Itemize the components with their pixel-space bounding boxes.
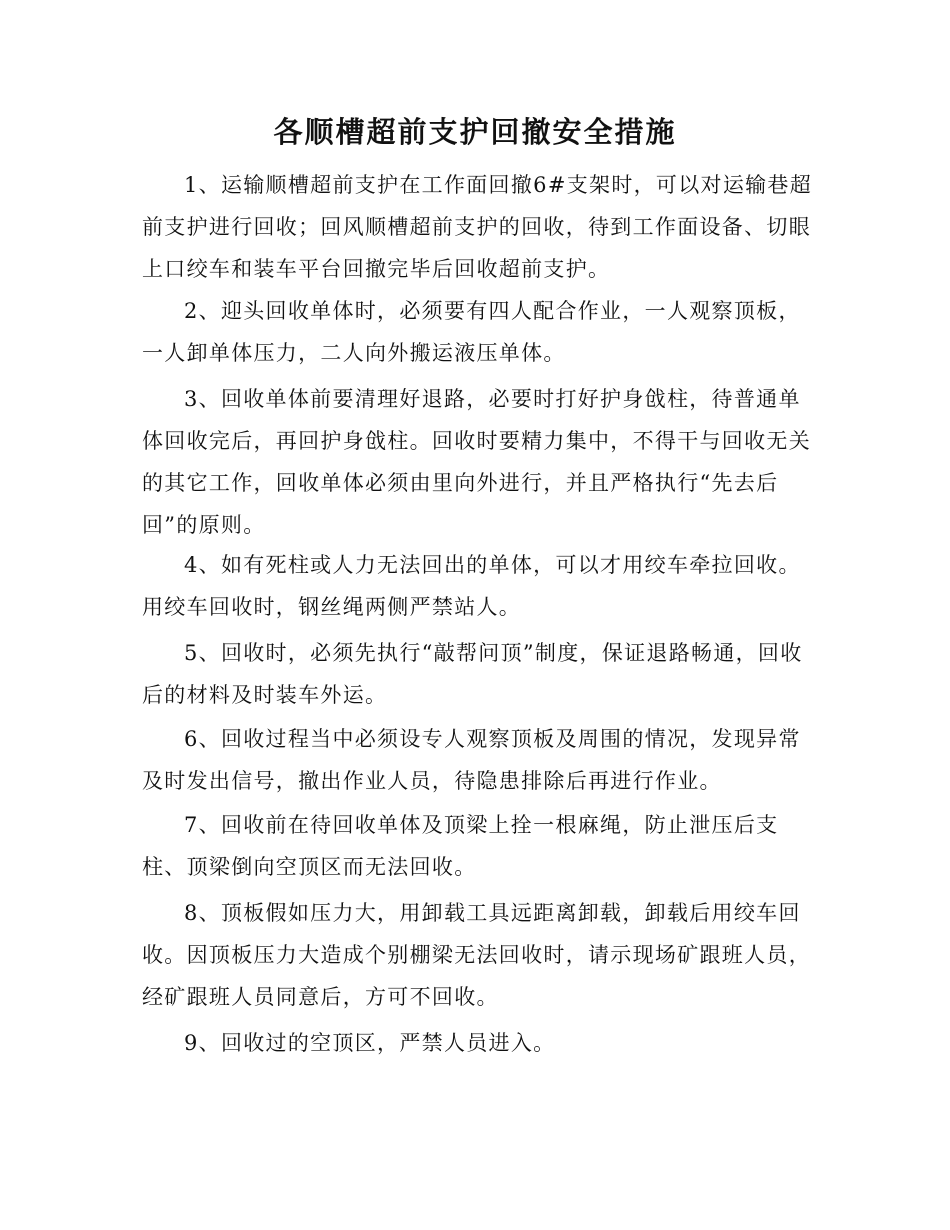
paragraph-1: 1、运输顺槽超前支护在工作面回撤6#支架时，可以对运输巷超前支护进行回收；回风顺槽超前支护的回收，待到工作面设备、切眼上口绞车和装车平台回撤完毕后回收超前支护。 bbox=[142, 173, 813, 281]
document-title: 各顺槽超前支护回撤安全措施 bbox=[273, 115, 677, 149]
paragraph-6: 6、回收过程当中必须设专人观察顶板及周围的情况，发现异常及时发出信号，撤出作业人员，待隐患排除后再进行作业。 bbox=[142, 727, 801, 793]
paragraph-8: 8、顶板假如压力大，用卸载工具远距离卸载，卸载后用绞车回收。因顶板压力大造成个别棚梁无法回收时，请示现场矿跟班人员，经矿跟班人员同意后，方可不回收。 bbox=[142, 901, 811, 1009]
paragraph-3: 3、回收单体前要清理好退路，必要时打好护身戗柱，待普通单体回收完后，再回护身戗柱。回收时要精力集中，不得干与回收无关的其它工作，回收单体必须由里向外进行，并且严格执行“先去后回”的原则。 bbox=[142, 387, 811, 537]
paragraph-7: 7、回收前在待回收单体及顶梁上拴一根麻绳，防止泄压后支柱、顶梁倒向空顶区而无法回收。 bbox=[142, 813, 779, 879]
paragraph-5: 5、回收时，必须先执行“敲帮问顶”制度，保证退路畅通，回收后的材料及时装车外运。 bbox=[142, 641, 803, 707]
paragraph-9: 9、回收过的空顶区，严禁人员进入。 bbox=[184, 1031, 556, 1055]
paragraph-4: 4、如有死柱或人力无法回出的单体，可以才用绞车牵拉回收。用绞车回收时，钢丝绳两侧严禁站人。 bbox=[142, 553, 801, 619]
paragraph-2: 2、迎头回收单体时，必须要有四人配合作业，一人观察顶板，一人卸单体压力，二人向外搬运液压单体。 bbox=[142, 299, 801, 365]
